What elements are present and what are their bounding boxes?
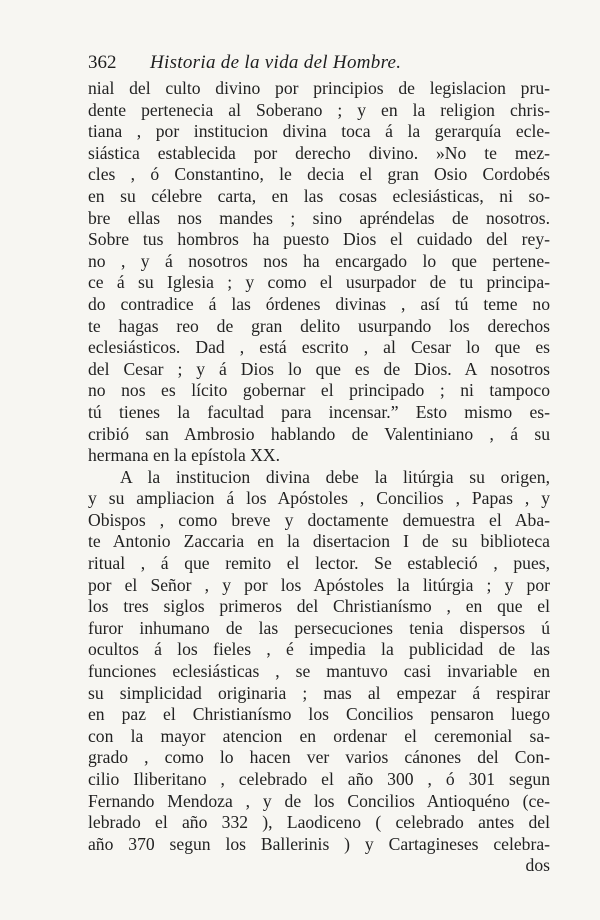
- page-number: 362: [88, 52, 117, 73]
- text-line: cles , ó Constantino, le decia el gran Osio Cordobés: [88, 164, 550, 185]
- text-line: por el Señor , y por los Apóstoles la litúrgia ; y por: [88, 574, 550, 595]
- text-line: dente pertenecia al Soberano ; y en la religion chris-: [88, 99, 550, 120]
- text-line: no , y á nosotros nos ha encargado lo que pertene-: [88, 250, 550, 271]
- text-line: furor inhumano de las persecuciones tenia dispersos ú: [88, 617, 550, 638]
- text-line: nial del culto divino por principios de legislacion pru-: [88, 78, 550, 98]
- text-line: los tres siglos primeros del Christianísmo , en que el: [88, 596, 550, 617]
- text-line: ritual , á que remito el lector. Se estableció , pues,: [88, 553, 550, 574]
- running-head: [88, 52, 550, 78]
- text-line: bre ellas nos mandes ; sino apréndelas de nosotros.: [88, 207, 550, 228]
- text-line: del Cesar ; y á Dios lo que es de Dios. A nosotros: [88, 358, 550, 379]
- paragraph-1: [88, 78, 550, 467]
- text-line: tú tienes la facultad para incensar.” Esto mismo es-: [88, 401, 550, 422]
- catchword: dos: [525, 855, 550, 876]
- text-line: A la institucion divina debe la litúrgia su origen,: [120, 466, 550, 487]
- text-line: ce á su Iglesia ; y como el usurpador de tu principa-: [88, 272, 550, 293]
- text-line: grado , como lo hacen ver varios cánones del Con-: [88, 747, 550, 768]
- text-line: año 370 segun los Ballerinis ) y Cartagineses celebra-: [88, 833, 550, 854]
- book-page: [88, 52, 550, 877]
- text-line: en paz el Christianísmo los Concilios pensaron luego: [88, 704, 550, 725]
- text-line: en su célebre carta, en las cosas eclesiásticas, ni so-: [88, 185, 550, 206]
- body-text: [88, 78, 550, 877]
- text-line: su simplicidad originaria ; mas al empezar á respirar: [88, 682, 550, 703]
- text-line: eclesiásticos. Dad , está escrito , al Cesar lo que es: [88, 337, 550, 358]
- text-line: con la mayor atencion en ordenar el ceremonial sa-: [88, 725, 550, 746]
- running-title: Historia de la vida del Hombre.: [150, 52, 402, 73]
- text-line: te Antonio Zaccaria en la disertacion I de su biblioteca: [88, 531, 550, 552]
- text-line: y su ampliacion á los Apóstoles , Concilios , Papas , y: [88, 488, 550, 509]
- text-line: funciones eclesiásticas , se mantuvo casi invariable en: [88, 661, 550, 682]
- paragraph-2: [88, 467, 550, 856]
- text-line: Fernando Mendoza , y de los Concilios Antioquéno (ce-: [88, 790, 550, 811]
- text-line: ocultos á los fieles , é impedia la publicidad de las: [88, 639, 550, 660]
- text-line: do contradice á las órdenes divinas , así tú teme no: [88, 293, 550, 314]
- text-line: cribió san Ambrosio hablando de Valentiniano , á su: [88, 423, 550, 444]
- text-line: Sobre tus hombros ha puesto Dios el cuidado del rey-: [88, 229, 550, 250]
- text-line: Obispos , como breve y doctamente demuestra el Aba-: [88, 509, 550, 530]
- text-line: hermana en la epístola XX.: [88, 445, 280, 466]
- text-line: siástica establecida por derecho divino. »No te mez-: [88, 142, 550, 163]
- text-line: no nos es lícito gobernar el principado ; ni tampoco: [88, 380, 550, 401]
- text-line: te hagas reo de gran delito usurpando los derechos: [88, 315, 550, 336]
- text-line: lebrado el año 332 ), Laodiceno ( celebrado antes del: [88, 812, 550, 833]
- text-line: cilio Iliberitano , celebrado el año 300 , ó 301 segun: [88, 769, 550, 789]
- text-line: tiana , por institucion divina toca á la gerarquía ecle-: [88, 121, 550, 142]
